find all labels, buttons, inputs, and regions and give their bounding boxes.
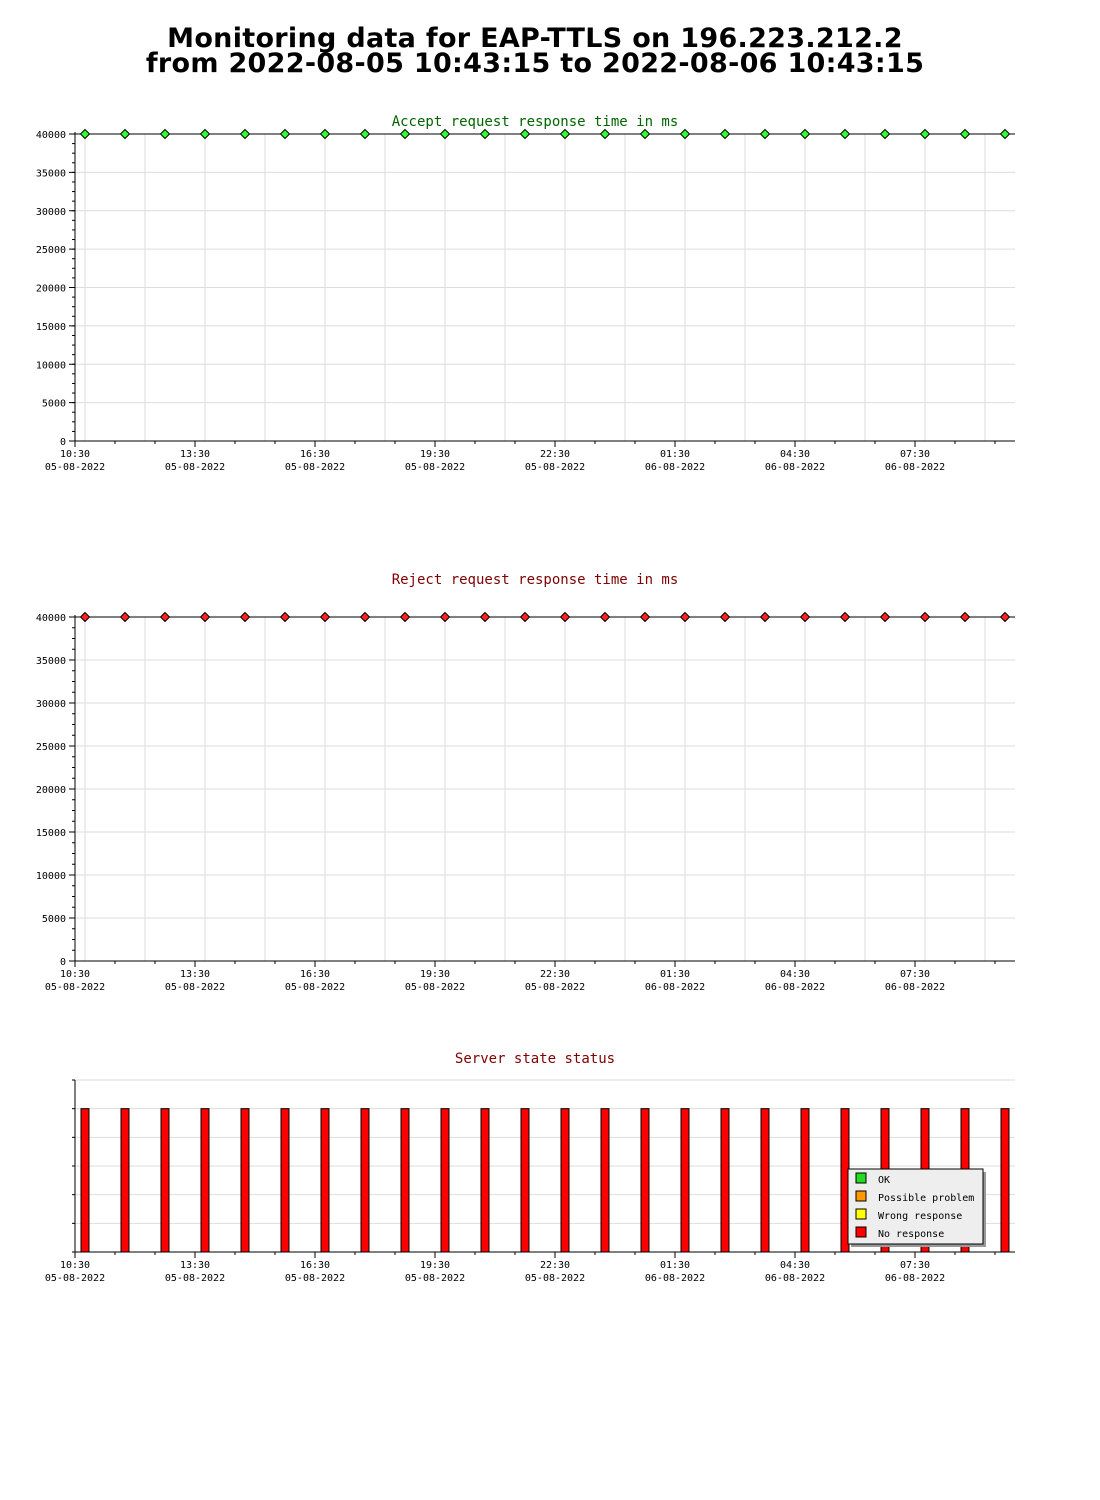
accept-data-point <box>401 130 410 139</box>
status-bar <box>681 1109 689 1252</box>
y-tick-label: 25000 <box>35 742 66 753</box>
status-bar <box>761 1109 769 1252</box>
status-bar <box>321 1109 329 1252</box>
x-tick-label-date: 05-08-2022 <box>164 462 226 473</box>
x-tick-label-date: 05-08-2022 <box>524 1273 586 1284</box>
status-bar <box>481 1109 489 1252</box>
legend-swatch <box>856 1173 866 1183</box>
x-tick-label-date: 05-08-2022 <box>164 982 226 993</box>
reject-data-point <box>361 613 370 622</box>
accept-data-point <box>761 130 770 139</box>
y-tick-label: 30000 <box>35 699 66 710</box>
x-tick-label-time: 19:30 <box>419 969 451 980</box>
reject-data-point <box>801 613 810 622</box>
x-tick-label-date: 06-08-2022 <box>764 462 826 473</box>
y-tick-label: 0 <box>59 437 66 448</box>
status-bar <box>361 1109 369 1252</box>
y-tick-label: 0 <box>59 957 66 968</box>
x-tick-label-date: 06-08-2022 <box>764 982 826 993</box>
accept-data-point <box>521 130 530 139</box>
reject-data-point <box>161 613 170 622</box>
status-bar <box>81 1109 89 1252</box>
x-tick-label-time: 22:30 <box>539 449 571 460</box>
legend-label: No response <box>878 1229 945 1240</box>
y-tick-label: 10000 <box>35 871 66 882</box>
reject-data-point <box>841 613 850 622</box>
status-bar <box>201 1109 209 1252</box>
legend-label: Possible problem <box>878 1193 975 1204</box>
accept-data-point <box>561 130 570 139</box>
y-tick-label: 15000 <box>35 321 66 333</box>
y-tick-label: 40000 <box>35 130 66 141</box>
status-legend <box>848 1169 983 1244</box>
reject-data-point <box>121 613 130 622</box>
x-tick-label-time: 16:30 <box>299 1260 331 1271</box>
x-tick-label-date: 05-08-2022 <box>44 1273 106 1284</box>
x-tick-label-time: 01:30 <box>659 449 691 460</box>
status-bar <box>641 1109 649 1252</box>
reject-data-point <box>561 613 570 622</box>
reject-data-point <box>281 613 290 622</box>
accept-data-point <box>801 130 810 139</box>
x-tick-label-time: 10:30 <box>59 969 91 980</box>
x-tick-label-time: 07:30 <box>899 1260 931 1271</box>
x-tick-label-date: 05-08-2022 <box>404 1273 466 1284</box>
x-tick-label-date: 05-08-2022 <box>404 462 466 473</box>
reject-data-point <box>761 613 770 622</box>
reject-data-point <box>81 613 90 622</box>
reject-data-point <box>641 613 650 622</box>
y-tick-label: 5000 <box>41 914 66 925</box>
x-tick-label-date: 06-08-2022 <box>764 1273 826 1284</box>
y-tick-label: 25000 <box>35 245 66 257</box>
x-tick-label-time: 22:30 <box>539 969 571 980</box>
y-tick-label: 30000 <box>35 206 66 218</box>
x-tick-label-date: 06-08-2022 <box>884 982 946 993</box>
status-bar <box>601 1109 609 1252</box>
accept-data-point <box>961 130 970 139</box>
x-tick-label-time: 19:30 <box>419 449 451 460</box>
status-bar <box>441 1109 449 1252</box>
x-tick-label-time: 07:30 <box>899 969 931 980</box>
x-tick-label-date: 05-08-2022 <box>524 982 586 993</box>
status-bar <box>401 1109 409 1252</box>
reject-data-point <box>681 613 690 622</box>
status-bar <box>521 1109 529 1252</box>
reject-data-point <box>601 613 610 622</box>
x-tick-label-time: 16:30 <box>299 449 331 460</box>
accept-data-point <box>1001 130 1010 139</box>
legend-label: OK <box>878 1175 891 1186</box>
y-tick-label: 35000 <box>35 656 66 667</box>
reject-data-point <box>241 613 250 622</box>
x-tick-label-date: 05-08-2022 <box>284 462 346 473</box>
x-tick-label-time: 01:30 <box>659 969 691 980</box>
x-tick-label-time: 13:30 <box>179 1260 211 1271</box>
status-bar <box>281 1109 289 1252</box>
x-tick-label-time: 19:30 <box>419 1260 451 1271</box>
x-tick-label-date: 06-08-2022 <box>884 1273 946 1284</box>
accept-data-point <box>201 130 210 139</box>
x-tick-label-date: 05-08-2022 <box>284 982 346 993</box>
y-tick-label: 10000 <box>35 360 66 372</box>
legend-swatch <box>856 1191 866 1201</box>
y-tick-label: 5000 <box>41 398 66 410</box>
page-title-line-1: Monitoring data for EAP-TTLS on 196.223.212.2 <box>167 23 903 54</box>
accept-data-point <box>481 130 490 139</box>
reject-data-point <box>201 613 210 622</box>
y-tick-label: 35000 <box>35 168 66 180</box>
accept-data-point <box>601 130 610 139</box>
accept-data-point <box>361 130 370 139</box>
reject-data-point <box>921 613 930 622</box>
x-tick-label-date: 05-08-2022 <box>404 982 466 993</box>
y-tick-label: 40000 <box>35 613 66 624</box>
status-bar <box>161 1109 169 1252</box>
reject-data-point <box>1001 613 1010 622</box>
status-chart-title: Server state status <box>454 1051 616 1067</box>
x-tick-label-date: 05-08-2022 <box>44 462 106 473</box>
reject-data-point <box>401 613 410 622</box>
accept-data-point <box>161 130 170 139</box>
status-bar <box>1001 1109 1009 1252</box>
x-tick-label-time: 10:30 <box>59 449 91 460</box>
reject-data-point <box>881 613 890 622</box>
y-tick-label: 20000 <box>35 283 66 295</box>
x-tick-label-time: 22:30 <box>539 1260 571 1271</box>
page-title-line-2: from 2022-08-05 10:43:15 to 2022-08-06 10:43:15 <box>145 48 925 79</box>
status-bar <box>801 1109 809 1252</box>
x-tick-label-date: 06-08-2022 <box>644 462 706 473</box>
x-tick-label-time: 13:30 <box>179 969 211 980</box>
accept-data-point <box>321 130 330 139</box>
legend-label: Wrong response <box>878 1211 963 1222</box>
y-tick-label: 20000 <box>35 785 66 796</box>
x-tick-label-time: 13:30 <box>179 449 211 460</box>
legend-swatch <box>856 1209 866 1219</box>
status-bar <box>561 1109 569 1252</box>
x-tick-label-date: 06-08-2022 <box>644 982 706 993</box>
x-tick-label-date: 05-08-2022 <box>44 982 106 993</box>
x-tick-label-time: 04:30 <box>779 1260 811 1271</box>
status-bar <box>721 1109 729 1252</box>
x-tick-label-time: 10:30 <box>59 1260 91 1271</box>
reject-data-point <box>321 613 330 622</box>
accept-data-point <box>241 130 250 139</box>
x-tick-label-time: 04:30 <box>779 449 811 460</box>
accept-data-point <box>81 130 90 139</box>
x-tick-label-date: 05-08-2022 <box>524 462 586 473</box>
reject-data-point <box>721 613 730 622</box>
accept-data-point <box>921 130 930 139</box>
accept-data-point <box>841 130 850 139</box>
status-bar <box>241 1109 249 1252</box>
legend-swatch <box>856 1227 866 1237</box>
accept-data-point <box>721 130 730 139</box>
x-tick-label-time: 01:30 <box>659 1260 691 1271</box>
accept-data-point <box>281 130 290 139</box>
x-tick-label-date: 05-08-2022 <box>284 1273 346 1284</box>
accept-data-point <box>121 130 130 139</box>
accept-data-point <box>641 130 650 139</box>
reject-data-point <box>481 613 490 622</box>
reject-chart-title: Reject request response time in ms <box>391 572 679 588</box>
status-bar <box>121 1109 129 1252</box>
x-tick-label-time: 07:30 <box>899 449 931 460</box>
reject-data-point <box>521 613 530 622</box>
x-tick-label-time: 04:30 <box>779 969 811 980</box>
x-tick-label-date: 06-08-2022 <box>884 462 946 473</box>
accept-data-point <box>441 130 450 139</box>
x-tick-label-date: 05-08-2022 <box>164 1273 226 1284</box>
x-tick-label-date: 06-08-2022 <box>644 1273 706 1284</box>
accept-data-point <box>881 130 890 139</box>
y-tick-label: 15000 <box>35 828 66 839</box>
accept-chart-title: Accept request response time in ms <box>391 114 679 130</box>
x-tick-label-time: 16:30 <box>299 969 331 980</box>
reject-data-point <box>441 613 450 622</box>
reject-data-point <box>961 613 970 622</box>
accept-data-point <box>681 130 690 139</box>
